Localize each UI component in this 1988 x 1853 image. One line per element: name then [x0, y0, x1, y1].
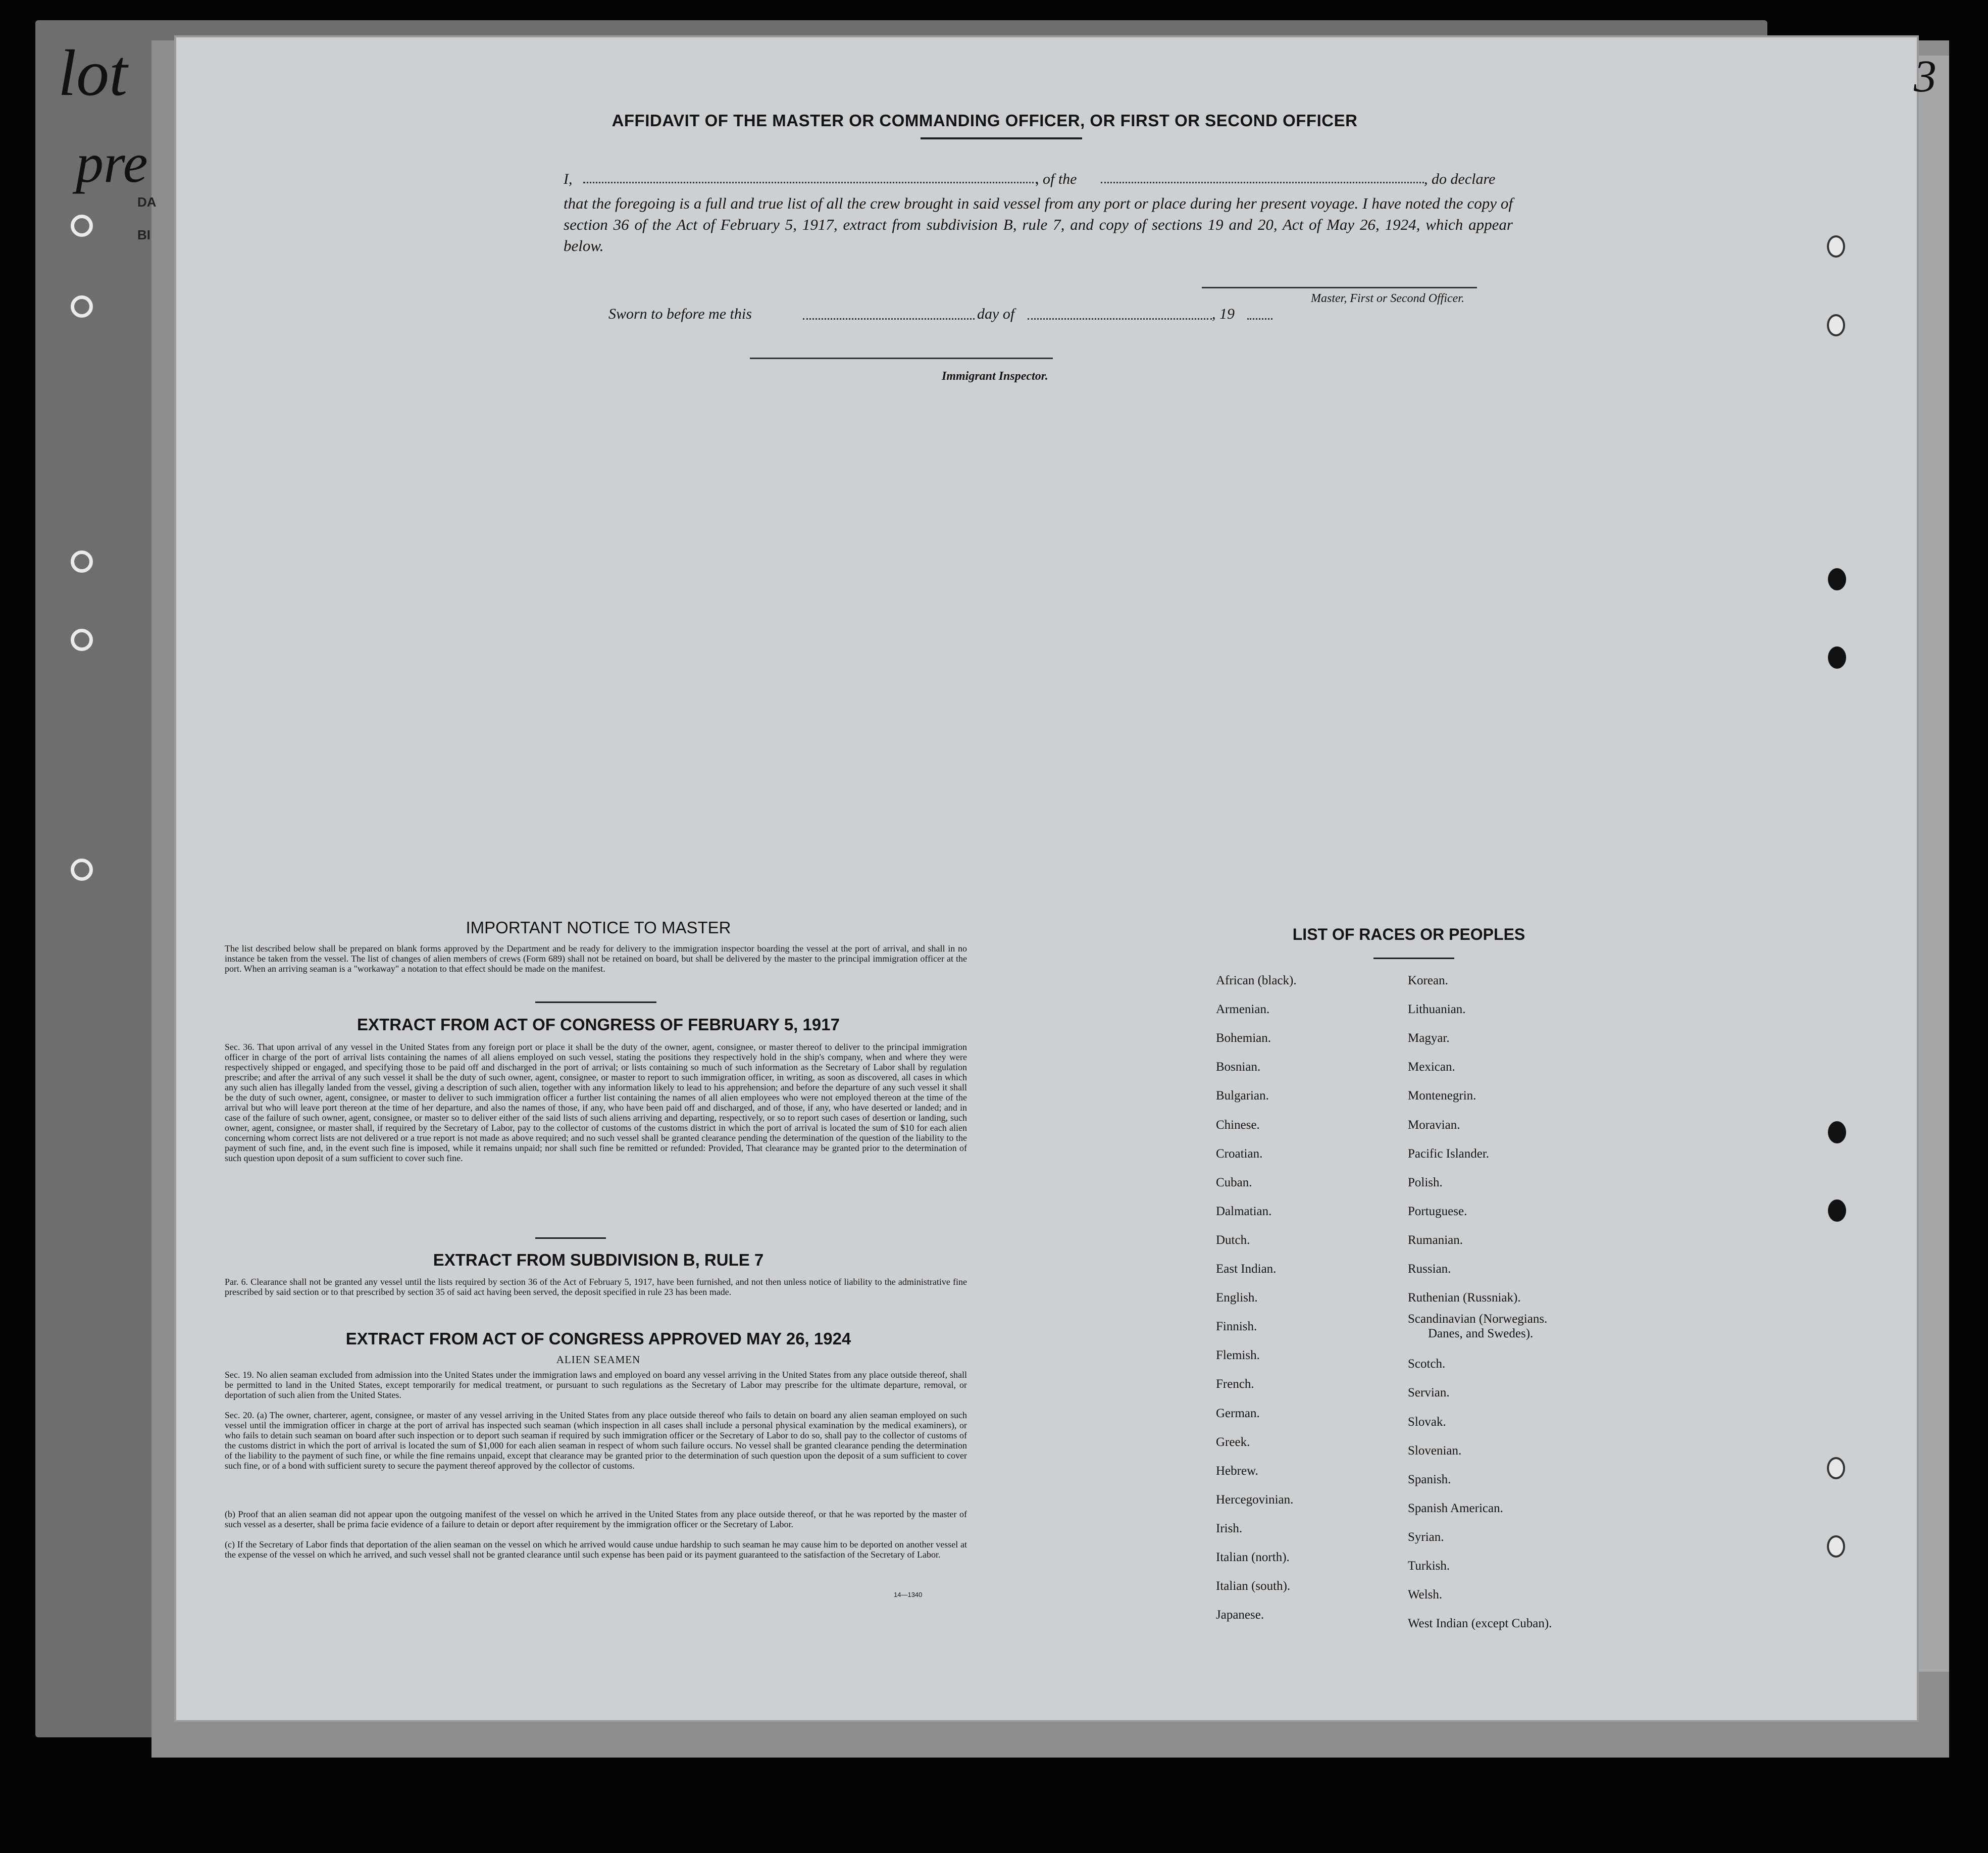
race-entry: Slovak.	[1408, 1415, 1446, 1429]
race-entry: English.	[1216, 1291, 1258, 1305]
race-entry: Mexican.	[1408, 1060, 1455, 1074]
race-entry: Flemish.	[1216, 1348, 1260, 1363]
binder-ring-icon	[71, 550, 93, 573]
race-entry: Montenegrin.	[1408, 1089, 1476, 1103]
race-entry: Hebrew.	[1216, 1464, 1258, 1478]
race-entry: Finnish.	[1216, 1320, 1257, 1334]
extract-1924-sec20c: (c) If the Secretary of Labor finds that deportation of the alien seaman on the vessel on which he arrived would cause undue hardship to such seaman he may cause him to be deported on another vessel at the expense of the vessel on which he arrived, and such vessel shall not be granted clearance until such expense has been paid or its payment guaranteed to the satisfaction of the Secretary of Labor.	[225, 1539, 967, 1560]
sworn-year-blank	[1247, 318, 1272, 320]
race-entry: Portuguese.	[1408, 1204, 1467, 1218]
extract-rule7-title: EXTRACT FROM SUBDIVISION B, RULE 7	[433, 1250, 764, 1269]
race-entry: Hercegovinian.	[1216, 1492, 1294, 1507]
races-title: LIST OF RACES OR PEOPLES	[1292, 925, 1525, 943]
binder-ring-icon	[71, 215, 93, 237]
race-entry: Turkish.	[1408, 1559, 1450, 1573]
race-entry: Korean.	[1408, 974, 1448, 987]
affidavit-title: AFFIDAVIT OF THE MASTER OR COMMANDING OFFICER, OR FIRST OR SECOND OFFICER	[611, 111, 1358, 130]
race-entry: Armenian.	[1216, 1003, 1270, 1017]
sworn-day-label: day of	[977, 306, 1015, 322]
form-number: 14—1340	[894, 1591, 923, 1598]
sworn-year-label: , 19	[1212, 306, 1235, 322]
race-entry: Dutch.	[1216, 1233, 1250, 1247]
affidavit-line1-suffix: , do declare	[1424, 171, 1496, 187]
affidavit-line1-prefix: I,	[564, 171, 573, 187]
race-entry-continuation: Danes, and Swedes).	[1428, 1327, 1534, 1340]
race-entry: Moravian.	[1408, 1118, 1460, 1132]
extract-1924-subtitle: ALIEN SEAMEN	[556, 1354, 641, 1366]
vessel-blank	[1101, 182, 1424, 183]
margin-note-fourth: BI	[137, 227, 150, 242]
race-entry: Bulgarian.	[1216, 1089, 1269, 1103]
race-entry: Dalmatian.	[1216, 1204, 1272, 1218]
inspector-signature-blank	[750, 358, 1053, 359]
inspector-label: Immigrant Inspector.	[942, 370, 1048, 383]
race-entry: Japanese.	[1216, 1608, 1264, 1622]
race-entry: Spanish.	[1408, 1472, 1451, 1486]
punch-hole-icon	[1828, 646, 1846, 669]
race-entry: Polish.	[1408, 1175, 1443, 1189]
divider	[535, 1001, 656, 1003]
punch-hole-icon	[1827, 1535, 1845, 1558]
title-rule	[921, 137, 1082, 139]
race-entry: Rumanian.	[1408, 1233, 1463, 1247]
race-entry: Spanish American.	[1408, 1501, 1503, 1515]
signature-label: Master, First or Second Officer.	[1311, 292, 1464, 305]
extract-1917-body: Sec. 36. That upon arrival of any vessel in the United States from any foreign port or place it shall be the duty of the owner, agent, consignee, or master thereof to deliver to the principal immigration officer in charge of the port of arrival lists containing the names of all aliens employed on such vessel, stating the positions they respectively hold in the ship's company, when and where they were respectively shipped or engaged, and specifying those to be paid off and discharged in the port of arrival; or lists containing so much of such information as the Secretary of Labor shall by regulation prescribe; and after the arrival of any such vessel it shall be the duty of such owner, agent, consignee, or master to report to such immigration officer, in writing, as soon as discovered, all cases in which any such alien has illegally landed from the vessel, giving a description of such alien, together with any information likely to lead to his apprehension; and before the departure of any such vessel it shall be the duty of such owner, agent, consignee, or master to deliver to such immigration officer a further list containing the names of all alien employees who were not employed thereon at the time of the arrival but who will leave port thereon at the time of her departure, and also the names of those, if any, who have been paid off and discharged, and of those, if any, who have deserted or landed; and in case of the failure of such owner, agent, consignee, or master so to deliver either of the said lists of such aliens arriving and departing, respectively, or so to report such cases of desertion or landing, such owner, agent, consignee, or master shall, if required by the Secretary of Labor, pay to the collector of customs of the customs district in which the port of arrival is located the sum of $10 for each alien concerning whom correct lists are not delivered or a true report is not made as above required; and no such vessel shall be granted clearance pending the determination of the question of the liability to the payment of such fine, and, in the event such fine is imposed, while it remains unpaid; nor shall such fine be remitted or refunded: Provided, That clearance may be granted prior to the determination of such question upon deposit of a sum sufficient to cover such fine.	[225, 1042, 967, 1163]
binder-ring-icon	[71, 629, 93, 651]
sworn-month-blank	[1028, 318, 1212, 320]
race-entry: Croatian.	[1216, 1146, 1263, 1161]
race-entry: French.	[1216, 1377, 1254, 1391]
race-entry: East Indian.	[1216, 1262, 1277, 1276]
race-entry: Lithuanian.	[1408, 1003, 1466, 1017]
margin-note-top: lot	[58, 37, 128, 110]
binder-ring-icon	[71, 295, 93, 318]
race-entry: German.	[1216, 1406, 1260, 1420]
punch-hole-icon	[1828, 568, 1846, 590]
race-entry: Italian (south).	[1216, 1579, 1291, 1593]
corner-mark: 3	[1914, 52, 1936, 102]
races-rule	[1373, 958, 1454, 959]
divider	[535, 1237, 606, 1239]
race-entry: Syrian.	[1408, 1530, 1444, 1544]
notice-body: The list described below shall be prepared on blank forms approved by the Department and be ready for delivery to the immigration inspector boarding the vessel at the port of arrival, and shall in no instance be taken from the vessel. The list of changes of alien members of crews (Form 689) shall not be retained on board, but shall be delivered by the master to the principal immigration officer at the port. When an arriving seaman is a "workaway" a notation to that effect should be made on the manifest.	[225, 943, 967, 974]
extract-rule7-body: Par. 6. Clearance shall not be granted any vessel until the lists required by section 36 of the Act of February 5, 1917, have been furnished, and not then unless notice of liability to the administrative fine prescribed by said section or to that prescribed by section 35 of said act having been served, the deposit specified in rule 23 has been made.	[225, 1277, 967, 1297]
extract-1924-sec20b: (b) Proof that an alien seaman did not appear upon the outgoing manifest of the vessel on which he arrived in the United States from any place outside thereof, or that he was reported by the master of such vessel as a deserter, shall be prima facie evidence of a failure to detain or deport after requirement by the immigration officer or the Secretary of Labor.	[225, 1509, 967, 1529]
race-entry: Slovenian.	[1408, 1443, 1462, 1458]
sworn-day-blank	[803, 318, 975, 320]
race-entry: Cuban.	[1216, 1175, 1252, 1189]
race-entry: Welsh.	[1408, 1588, 1443, 1602]
race-entry: Scandinavian (Norwegians.	[1408, 1312, 1548, 1326]
race-entry: Chinese.	[1216, 1118, 1260, 1132]
punch-hole-icon	[1828, 1121, 1846, 1143]
race-entry: Magyar.	[1408, 1031, 1450, 1045]
notice-title: IMPORTANT NOTICE TO MASTER	[466, 918, 731, 937]
race-entry: Bosnian.	[1216, 1060, 1261, 1074]
race-entry: African (black).	[1216, 974, 1297, 987]
margin-note-second: pre	[76, 132, 148, 194]
race-entry: Irish.	[1216, 1521, 1243, 1535]
race-entry: West Indian (except Cuban).	[1408, 1617, 1552, 1631]
binder-ring-icon	[71, 859, 93, 881]
affidavit-line1-mid: , of the	[1035, 171, 1077, 187]
margin-note-third: DA	[137, 194, 157, 210]
affidavit-body: that the foregoing is a full and true list of all the crew brought in said vessel from any port or place during her present voyage. I have noted the copy of section 36 of the Act of February 5, 1917, extract from subdivision B, rule 7, and copy of sections 19 and 20, Act of May 26, 1924, which appear below.	[564, 194, 1513, 255]
race-entry: Bohemian.	[1216, 1031, 1271, 1045]
extract-1924-sec19: Sec. 19. No alien seaman excluded from admission into the United States under the immigration laws and employed on board any vessel arriving in the United States from any place outside thereof, shall be permitted to land in the United States, except temporarily for medical treatment, or pursuant to such regulations as the Secretary of Labor may prescribe for the ultimate departure, removal, or deportation of such alien from the United States.	[225, 1370, 967, 1400]
race-entry: Ruthenian (Russniak).	[1408, 1291, 1521, 1305]
extract-1917-title: EXTRACT FROM ACT OF CONGRESS OF FEBRUARY 5, 1917	[357, 1015, 840, 1034]
punch-hole-icon	[1827, 314, 1845, 336]
race-entry: Italian (north).	[1216, 1550, 1290, 1564]
race-entry: Servian.	[1408, 1386, 1450, 1400]
extract-1924-sec20a: Sec. 20. (a) The owner, charterer, agent, consignee, or master of any vessel arriving in the United States from any place outside thereof who fails to detain on board any alien seaman employed on such vessel until the immigration officer in charge at the port of arrival has inspected such seaman (which inspection in all cases shall include a personal physical examination by the medical examiners), or who fails to detain such seaman on board after such inspection or to deport such seaman if required by such immigration officer or the Secretary of Labor to do so, shall pay to the collector of customs of the customs district in which the port of arrival is located the sum of $1,000 for each alien seaman in respect of whom such failure occurs. No vessel shall be granted clearance pending the determination of the liability to the payment of such fine, or while the fine remains unpaid, except that clearance may be granted prior to the determination of such question upon the deposit of a sum sufficient to cover such fine, or of a bond with sufficient surety to secure the payment thereof approved by the collector of customs.	[225, 1410, 967, 1471]
signature-blank	[1202, 287, 1477, 288]
punch-hole-icon	[1827, 1457, 1845, 1479]
race-entry: Scotch.	[1408, 1357, 1446, 1371]
race-entry: Russian.	[1408, 1262, 1451, 1276]
sworn-prefix: Sworn to before me this	[608, 306, 752, 322]
punch-hole-icon	[1827, 235, 1845, 258]
punch-hole-icon	[1828, 1199, 1846, 1222]
extract-1924-title: EXTRACT FROM ACT OF CONGRESS APPROVED MAY 26, 1924	[345, 1329, 851, 1348]
race-entry: Greek.	[1216, 1435, 1250, 1449]
race-entry: Pacific Islander.	[1408, 1146, 1490, 1161]
name-blank	[583, 182, 1038, 183]
